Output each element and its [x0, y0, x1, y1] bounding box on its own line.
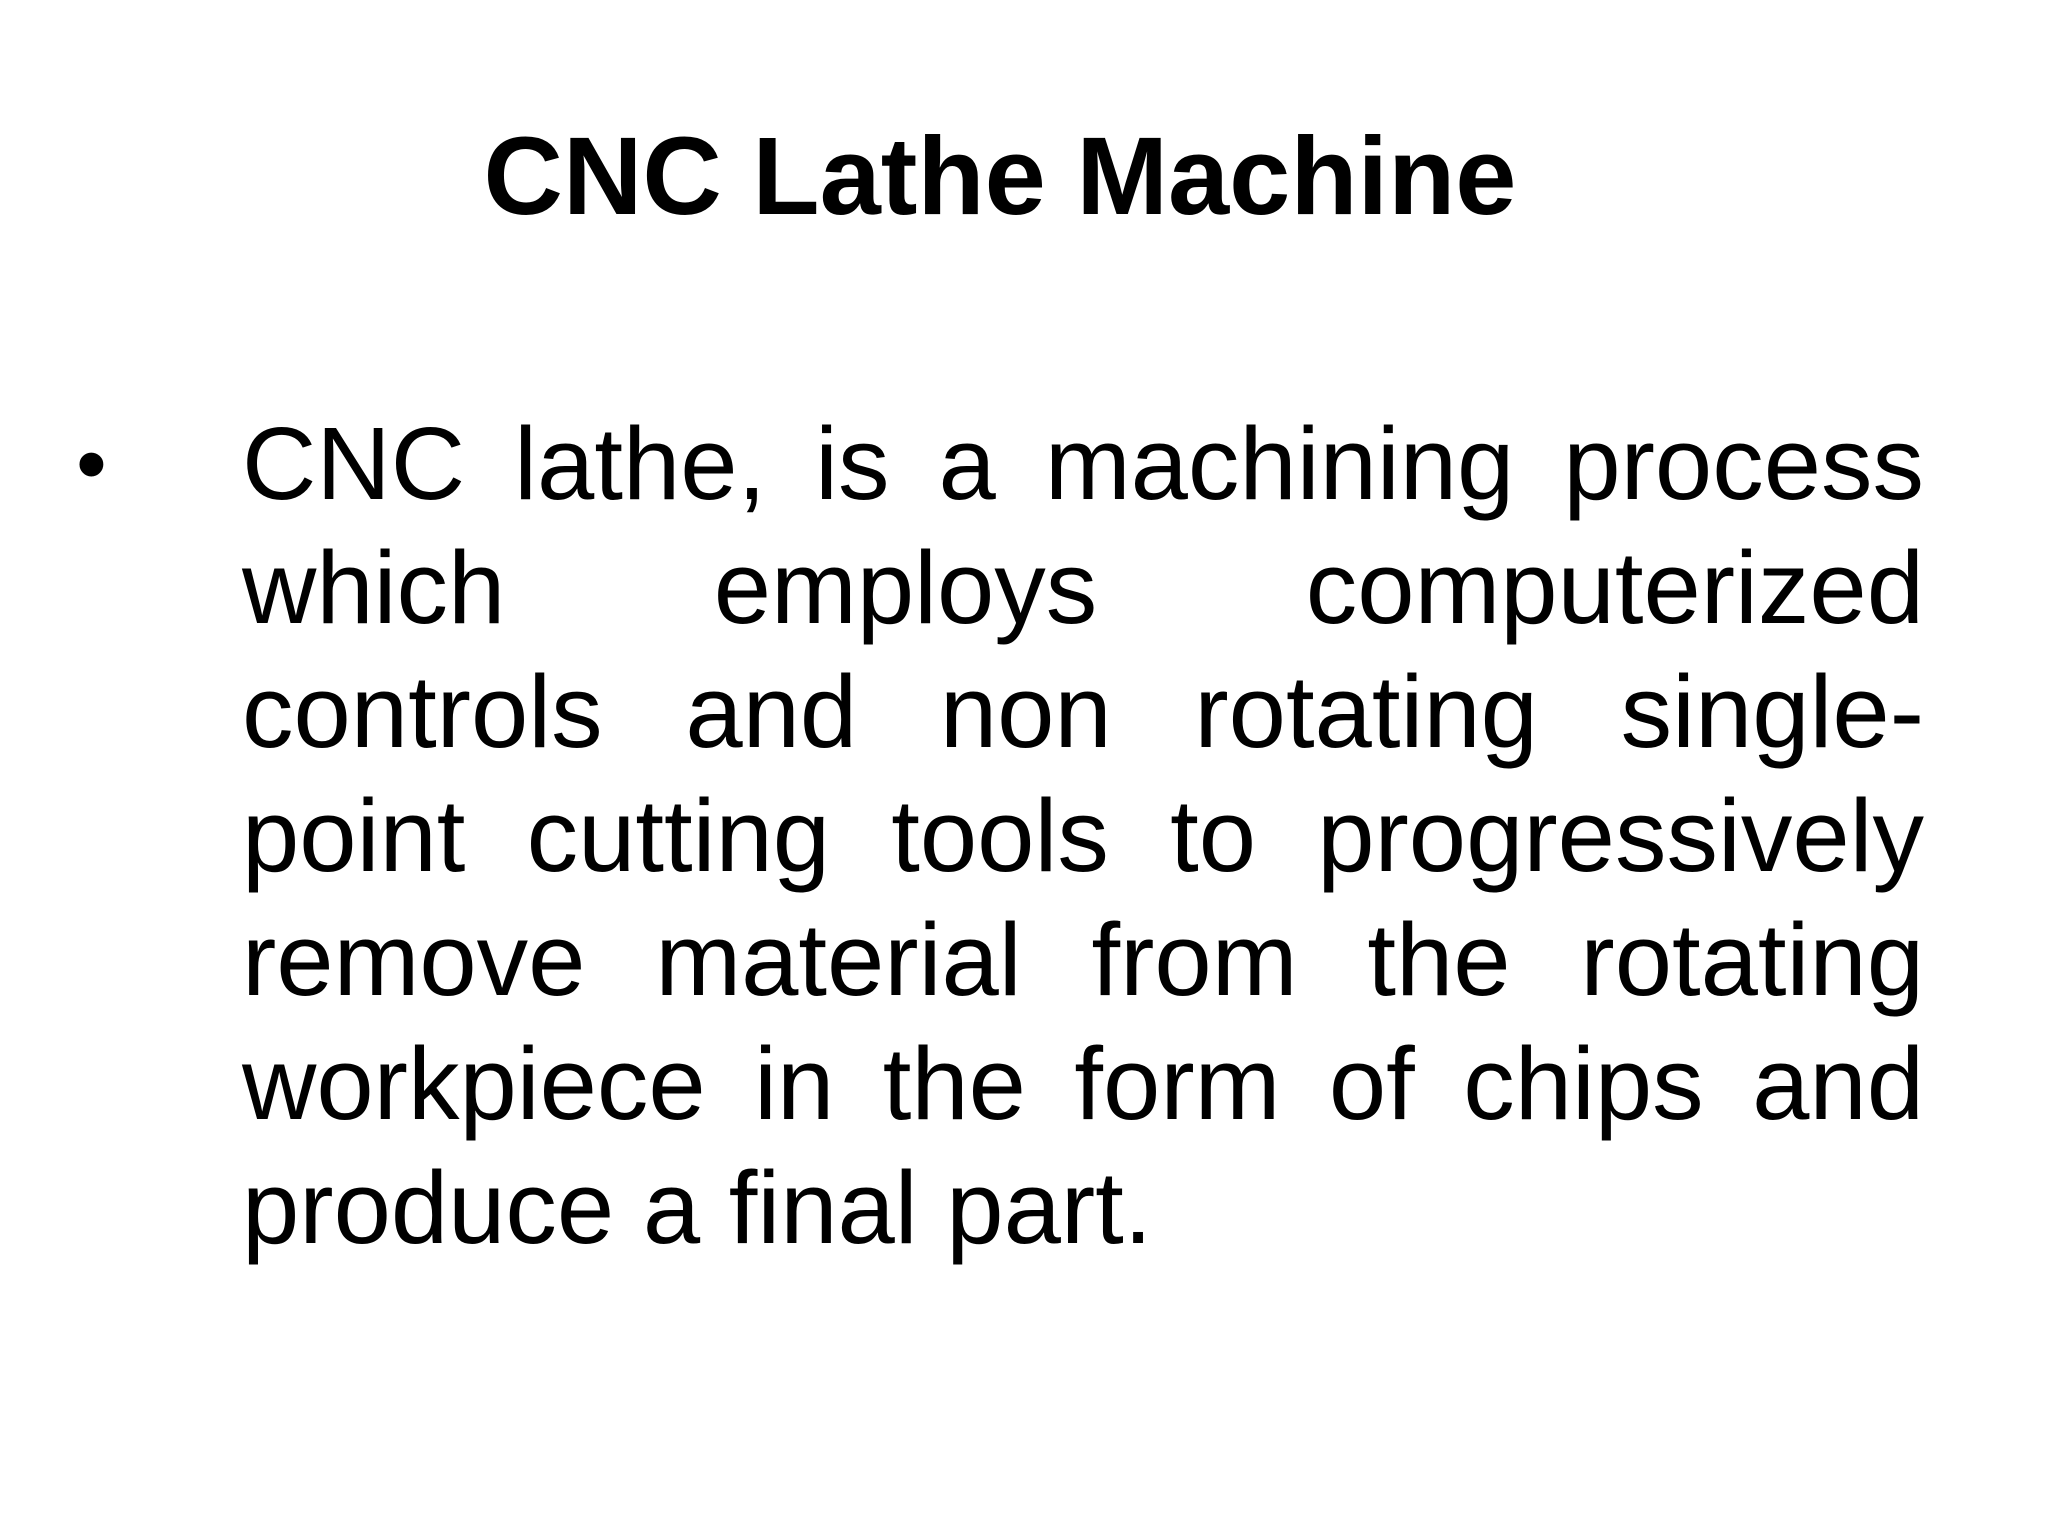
slide-title: CNC Lathe Machine: [483, 115, 1517, 238]
bullet-marker: •: [76, 414, 107, 513]
bullet-text: CNC lathe, is a machining process which employs computerized controls and non rotating single-point cutting tools to progressively remove material from the rotating workpiece in the form of chips and produce a final part.: [242, 406, 1924, 1265]
